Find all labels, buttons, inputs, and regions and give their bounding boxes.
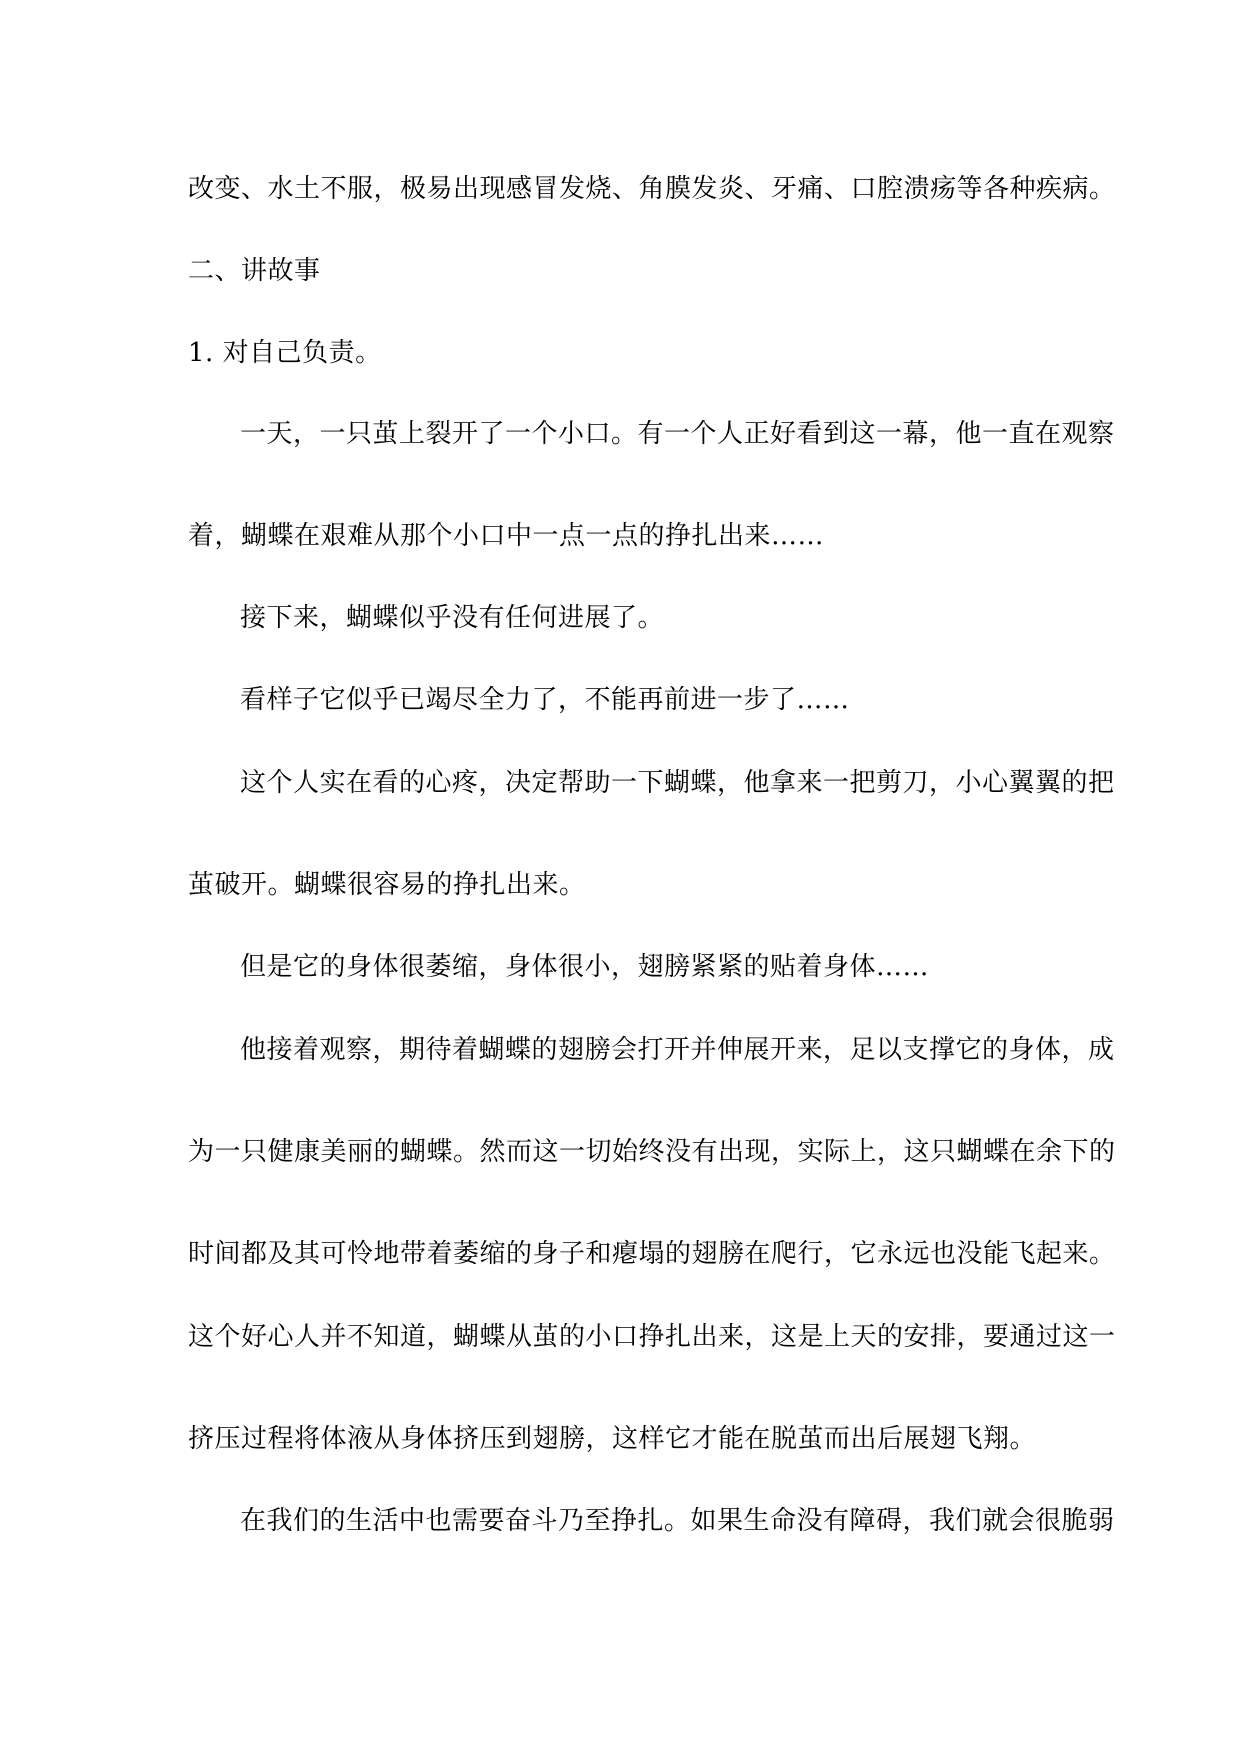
- text-line: 改变、水土不服，极易出现感冒发烧、角膜发炎、牙痛、口腔溃疡等各种疾病。: [188, 174, 1116, 204]
- text-line: 看样子它似乎已竭尽全力了，不能再前进一步了……: [240, 685, 850, 715]
- text-line: 一天，一只茧上裂开了一个小口。有一个人正好看到这一幕，他一直在观察: [240, 419, 1115, 449]
- text-line: 但是它的身体很萎缩，身体很小，翅膀紧紧的贴着身体……: [240, 952, 930, 982]
- text-line: 接下来，蝴蝶似乎没有任何进展了。: [240, 603, 665, 633]
- text-line: 这个好心人并不知道，蝴蝶从茧的小口挣扎出来，这是上天的安排，要通过这一: [188, 1322, 1116, 1352]
- text-line: 茧破开。蝴蝶很容易的挣扎出来。: [188, 870, 586, 900]
- text-line: 在我们的生活中也需要奋斗乃至挣扎。如果生命没有障碍，我们就会很脆弱: [240, 1506, 1115, 1536]
- section-heading: 二、讲故事: [188, 256, 321, 286]
- text-line: 他接着观察，期待着蝴蝶的翅膀会打开并伸展开来，足以支撑它的身体，成: [240, 1035, 1115, 1065]
- subsection-heading: 1. 对自己负责。: [188, 338, 382, 368]
- text-line: 为一只健康美丽的蝴蝶。然而这一切始终没有出现，实际上，这只蝴蝶在余下的: [188, 1137, 1116, 1167]
- text-line: 着，蝴蝶在艰难从那个小口中一点一点的挣扎出来……: [188, 521, 825, 551]
- text-line: 挤压过程将体液从身体挤压到翅膀，这样它才能在脱茧而出后展翅飞翔。: [188, 1424, 1037, 1454]
- text-line: 这个人实在看的心疼，决定帮助一下蝴蝶，他拿来一把剪刀，小心翼翼的把: [240, 768, 1115, 798]
- text-line: 时间都及其可怜地带着萎缩的身子和瘪塌的翅膀在爬行，它永远也没能飞起来。: [188, 1239, 1116, 1269]
